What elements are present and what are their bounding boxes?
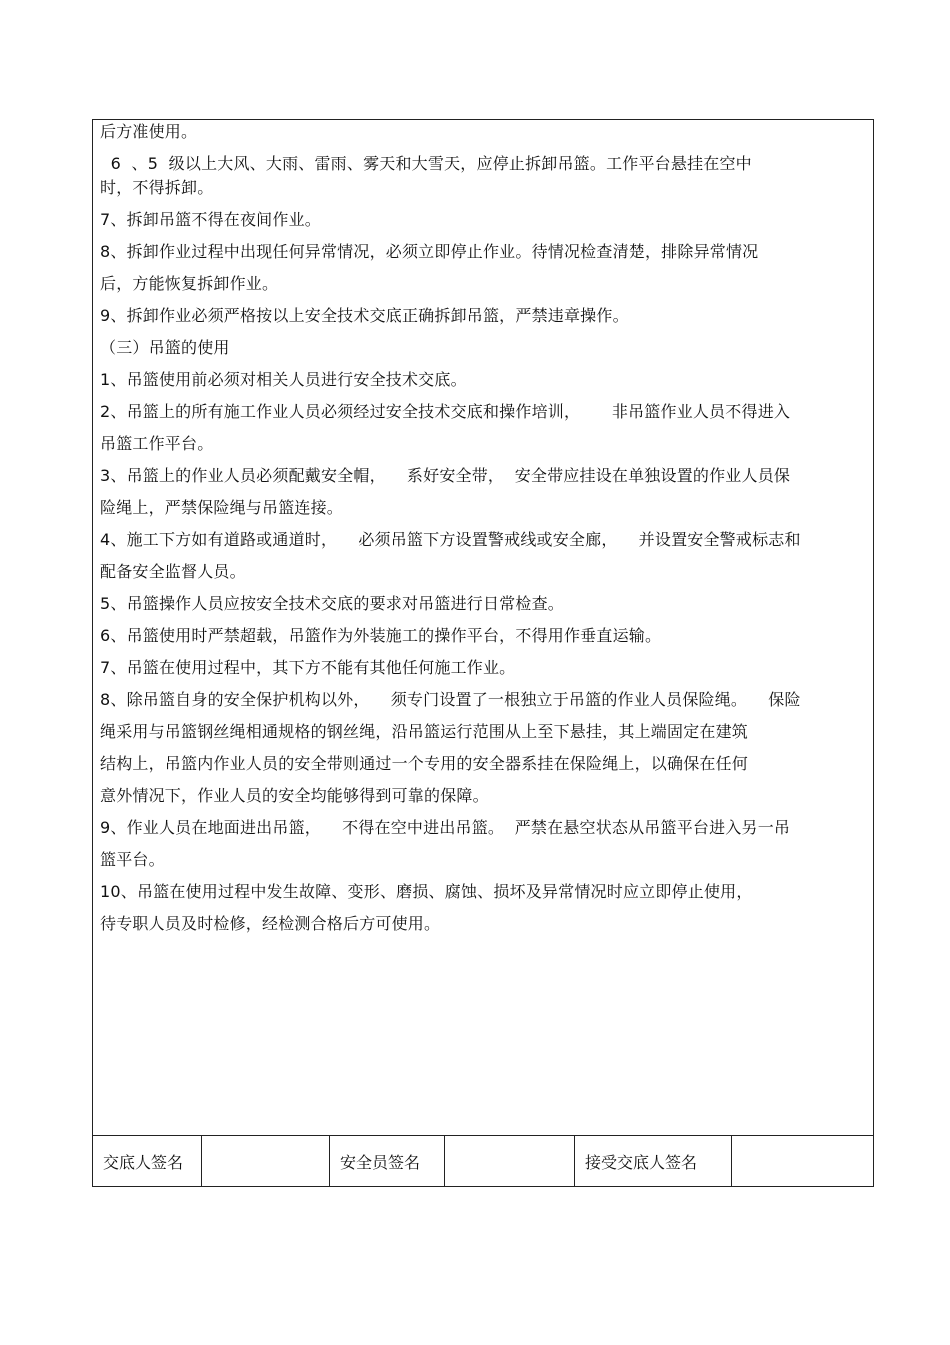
text-line: 时，不得拆卸。 xyxy=(100,178,214,197)
document-table xyxy=(92,119,874,1187)
text-line: 意外情况下，作业人员的安全均能够得到可靠的保障。 xyxy=(100,786,489,805)
text-line: 绳采用与吊篮钢丝绳相通规格的钢丝绳，沿吊篮运行范围从上至下悬挂，其上端固定在建筑 xyxy=(100,722,749,741)
safety-officer-signature-label: 安全员签名 xyxy=(330,1136,445,1186)
text-line: 9、作业人员在地面进出吊篮， 不得在空中进出吊篮。 严禁在悬空状态从吊篮平台进入另一吊 xyxy=(100,818,791,837)
safety-officer-signature-field[interactable] xyxy=(445,1136,575,1186)
section-heading: （三）吊篮的使用 xyxy=(100,338,230,357)
text-line: 待专职人员及时检修，经检测合格后方可使用。 xyxy=(100,914,441,933)
text-line: 吊篮工作平台。 xyxy=(100,434,214,453)
text-line: 结构上，吊篮内作业人员的安全带则通过一个专用的安全器系挂在保险绳上，以确保在任何 xyxy=(100,754,749,773)
receiver-signature-field[interactable] xyxy=(732,1136,873,1186)
text-line: 5、吊篮操作人员应按安全技术交底的要求对吊篮进行日常检查。 xyxy=(100,594,564,613)
text-line: 2、吊篮上的所有施工作业人员必须经过安全技术交底和操作培训， 非吊篮作业人员不得进入 xyxy=(100,402,791,421)
signature-row xyxy=(93,1135,873,1186)
text-line: 篮平台。 xyxy=(100,850,165,869)
text-line: 后方准使用。 xyxy=(100,122,198,141)
text-line: 1、吊篮使用前必须对相关人员进行安全技术交底。 xyxy=(100,370,467,389)
text-line: 6、吊篮使用时严禁超载，吊篮作为外装施工的操作平台，不得用作垂直运输。 xyxy=(100,626,662,645)
text-line: 配备安全监督人员。 xyxy=(100,562,246,581)
text-line: 9、拆卸作业必须严格按以上安全技术交底正确拆卸吊篮，严禁违章操作。 xyxy=(100,306,629,325)
text-line: 6 、5 级以上大风、大雨、雷雨、雾天和大雪天，应停止拆卸吊篮。工作平台悬挂在空中 xyxy=(100,154,752,173)
text-line: 7、拆卸吊篮不得在夜间作业。 xyxy=(100,210,321,229)
text-line: 7、吊篮在使用过程中，其下方不能有其他任何施工作业。 xyxy=(100,658,516,677)
receiver-signature-label: 接受交底人签名 xyxy=(575,1136,732,1186)
briefer-signature-field[interactable] xyxy=(202,1136,330,1186)
text-line: 10、吊篮在使用过程中发生故障、变形、磨损、腐蚀、损坏及异常情况时应立即停止使用， xyxy=(100,882,753,901)
briefer-signature-label: 交底人签名 xyxy=(93,1136,202,1186)
text-line: 险绳上，严禁保险绳与吊篮连接。 xyxy=(100,498,344,517)
text-line: 8、除吊篮自身的安全保护机构以外， 须专门设置了一根独立于吊篮的作业人员保险绳。 保险 xyxy=(100,690,801,709)
text-line: 4、施工下方如有道路或通道时， 必须吊篮下方设置警戒线或安全廊， 并设置安全警戒标志和 xyxy=(100,530,801,549)
text-line: 3、吊篮上的作业人员必须配戴安全帽， 系好安全带， 安全带应挂设在单独设置的作业人员保 xyxy=(100,466,791,485)
text-line: 8、拆卸作业过程中出现任何异常情况，必须立即停止作业。待情况检查清楚，排除异常情况 xyxy=(100,242,759,261)
body-text xyxy=(100,122,866,934)
text-line: 后，方能恢复拆卸作业。 xyxy=(100,274,279,293)
